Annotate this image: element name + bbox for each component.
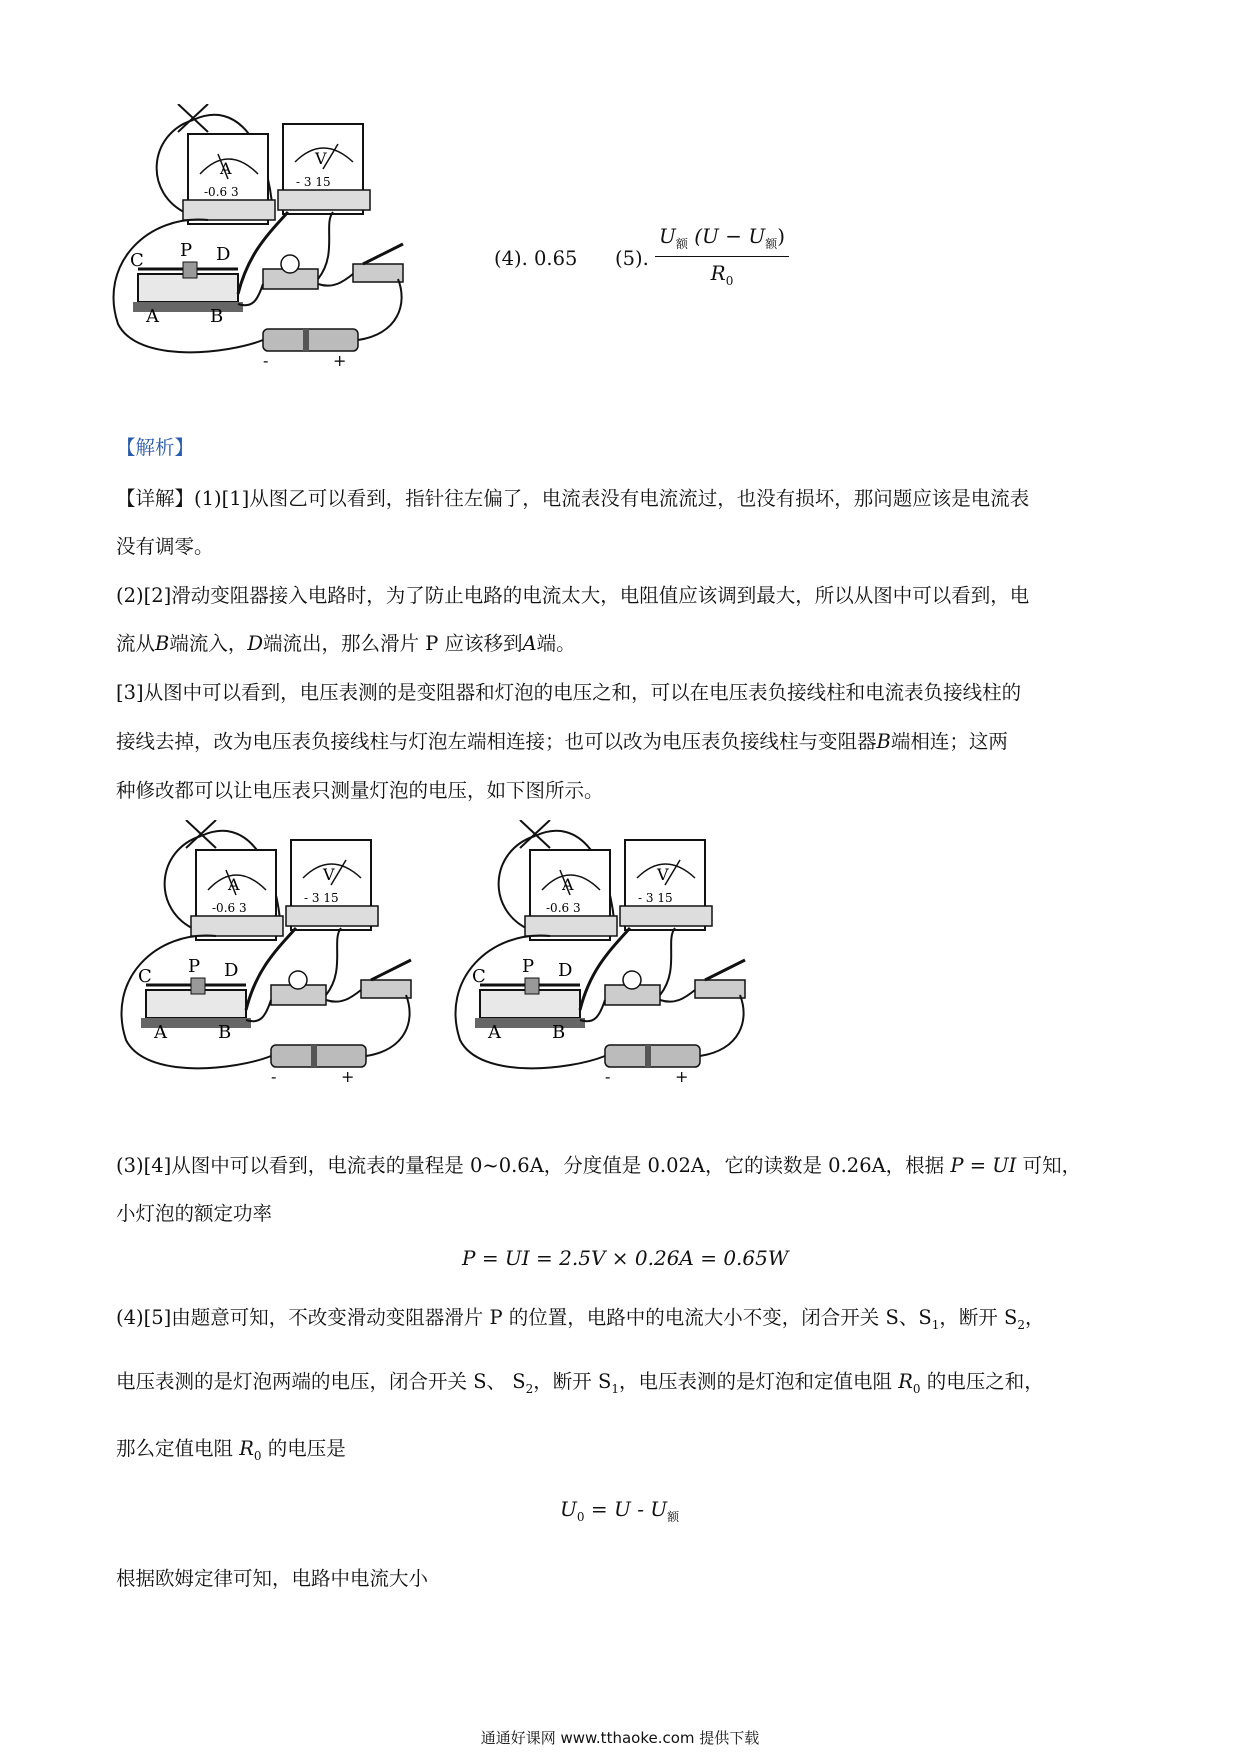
ammeter-letter: A xyxy=(562,875,574,894)
circuit-diagram-top xyxy=(108,104,418,374)
voltmeter-scale: - 3 15 xyxy=(638,891,673,905)
p4-line2: 小灯泡的额定功率 xyxy=(116,1202,273,1225)
battery-plus: + xyxy=(333,351,347,370)
ammeter-scale: -0.6 3 xyxy=(546,901,581,915)
p2-line2: 流从B端流入，D端流出，那么滑片 P 应该移到A端。 xyxy=(116,632,576,655)
p5-line2: 电压表测的是灯泡两端的电压，闭合开关 S、 $S_2$，断开 $S_1$，电压表测的是灯泡和定值电阻 $R_0$ 的电压之和， xyxy=(116,1370,1044,1396)
p2-line1: (2)[2]滑动变阻器接入电路时，为了防止电路的电流太大，电阻值应该调到最大，所以从图中可以看到，电 xyxy=(116,584,1030,607)
label-b: B xyxy=(210,306,224,327)
voltmeter-letter: V xyxy=(315,149,327,168)
p1-line1: 【详解】(1)[1]从图乙可以看到，指针往左偏了，电流表没有电流流过，也没有损坏，那问题应该是电流表 xyxy=(116,487,1030,510)
formula-u0: $U_0 = U - U_额$ xyxy=(560,1497,680,1524)
circuit-diagram-left xyxy=(116,820,426,1090)
label-d: D xyxy=(224,960,239,981)
label-b: B xyxy=(218,1022,232,1043)
ammeter-letter: A xyxy=(228,875,240,894)
battery-minus: - xyxy=(263,351,269,370)
label-a: A xyxy=(488,1022,501,1043)
label-p: P xyxy=(188,956,201,977)
ammeter-scale: -0.6 3 xyxy=(212,901,247,915)
voltmeter-letter: V xyxy=(323,865,335,884)
voltmeter-scale: - 3 15 xyxy=(296,175,331,189)
battery-minus: - xyxy=(271,1067,277,1086)
label-a: A xyxy=(154,1022,167,1043)
ammeter-letter: A xyxy=(220,159,232,178)
voltmeter-letter: V xyxy=(657,865,669,884)
p5-line1: (4)[5]由题意可知，不改变滑动变阻器滑片 P 的位置，电路中的电流大小不变，闭合开关 S、$S_1$，断开 $S_2$， xyxy=(116,1306,1045,1332)
analysis-heading: 【解析】 xyxy=(116,436,195,459)
formula-power: P = UI = 2.5V × 0.26A = 0.65W xyxy=(462,1246,789,1270)
p3-line2: 接线去掉，改为电压表负接线柱与灯泡左端相连接；也可以改为电压表负接线柱与变阻器B端相连；这两 xyxy=(116,730,1008,753)
voltmeter-scale: - 3 15 xyxy=(304,891,339,905)
footer-watermark: 通通好课网 www.tthaoke.com 提供下载 xyxy=(480,1729,760,1747)
label-d: D xyxy=(558,960,573,981)
label-p: P xyxy=(180,240,193,261)
label-a: A xyxy=(146,306,159,327)
answer-5-prefix: (5). xyxy=(615,247,649,270)
battery-plus: + xyxy=(675,1067,689,1086)
circuit-diagram-right xyxy=(450,820,760,1090)
label-d: D xyxy=(216,244,231,265)
p1-line2: 没有调零。 xyxy=(116,535,214,558)
label-c: C xyxy=(472,966,486,987)
battery-plus: + xyxy=(341,1067,355,1086)
p3-line1: [3]从图中可以看到，电压表测的是变阻器和灯泡的电压之和，可以在电压表负接线柱和电流表负接线柱的 xyxy=(116,681,1022,704)
answer-4: (4). 0.65 xyxy=(494,247,578,270)
label-p: P xyxy=(522,956,535,977)
label-c: C xyxy=(130,250,144,271)
battery-minus: - xyxy=(605,1067,611,1086)
p3-line3: 种修改都可以让电压表只测量灯泡的电压，如下图所示。 xyxy=(116,779,604,802)
label-c: C xyxy=(138,966,152,987)
answer-5-fraction: $U_额$ $(U - U_额)$ $R_0$ xyxy=(655,224,789,288)
p4-line1: (3)[4]从图中可以看到，电流表的量程是 0~0.6A，分度值是 0.02A，它的读数是 0.26A，根据 P = UI 可知， xyxy=(116,1154,1082,1177)
ammeter-scale: -0.6 3 xyxy=(204,185,239,199)
p6-line: 根据欧姆定律可知，电路中电流大小 xyxy=(116,1567,429,1590)
label-b: B xyxy=(552,1022,566,1043)
p5-line3: 那么定值电阻 $R_0$ 的电压是 xyxy=(116,1437,346,1463)
